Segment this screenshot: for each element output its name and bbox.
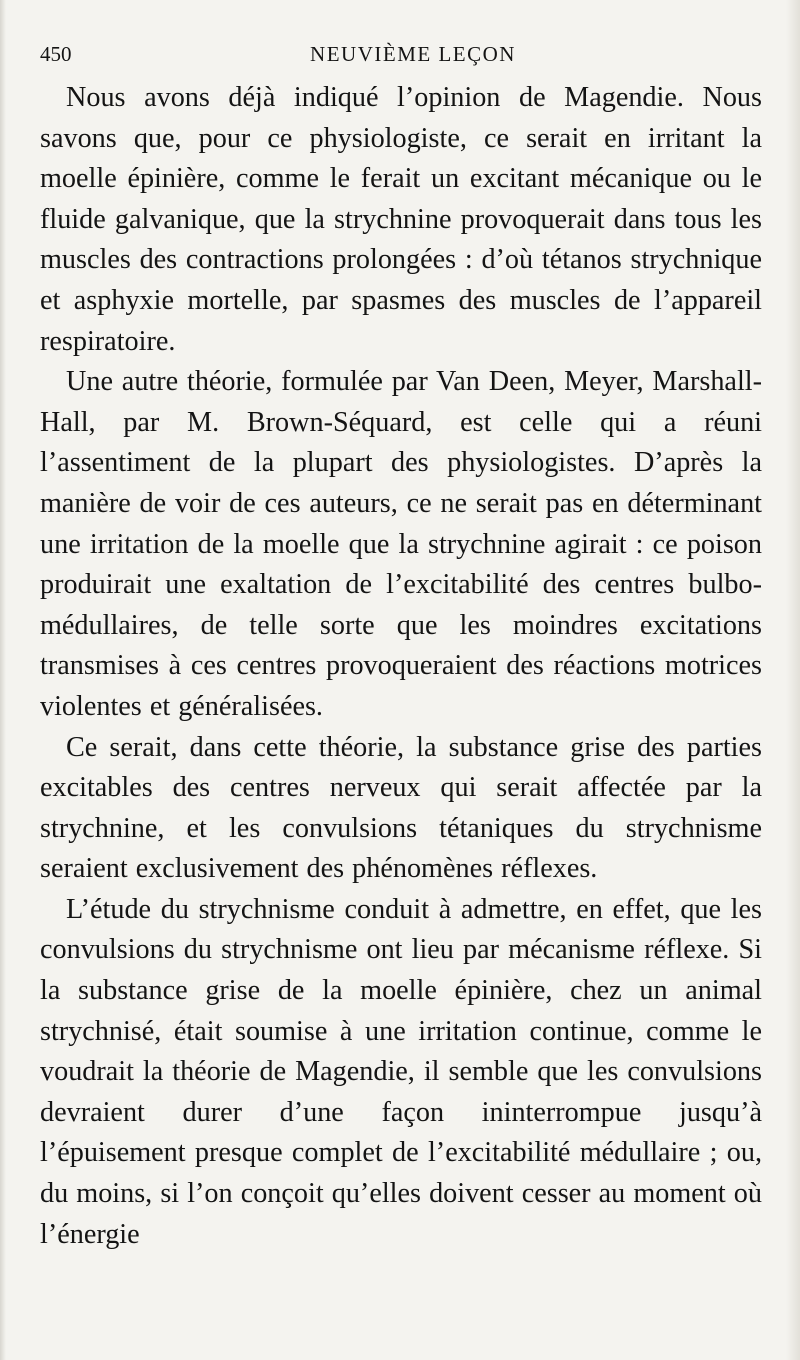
page-edge-shadow: [786, 0, 800, 1360]
page-gutter-shadow: [0, 0, 6, 1360]
running-head: [40, 38, 762, 78]
paragraph-grey-substance: Ce serait, dans cette théorie, la substance grise des parties excitables des centres nerveux qui serait affectée par la strychnine, et les convulsions tétaniques du strychnisme seraient exclusivement des phénomènes réflexes.: [40, 731, 762, 885]
paragraph-magendie-opinion: Nous avons déjà indiqué l’opinion de Magendie. Nous savons que, pour ce physiologiste, ce serait en irritant la moelle épinière, comme le ferait un excitant mécanique ou le fluide galvanique, que la strychnine provoquerait dans tous les muscles des contractions prolongées : d’où tétanos strychnique et asphyxie mortelle, par spasmes des muscles de l’appareil respiratoire.: [40, 82, 762, 357]
paragraph-reflex-mechanism: L’étude du strychnisme conduit à admettre, en effet, que les convulsions du strychnisme ont lieu par mécanisme réflexe. Si la substance grise de la moelle épinière, chez un animal strychnisé, était soumise à une irritation continue, comme le voudrait la théorie de Magendie, il semble que les convulsions devraient durer d’une façon ininterrompue jusqu’à l’épuisement presque complet de l’excitabilité médullaire ; ou, du moins, si l’on conçoit qu’elles doivent cesser au moment où l’énergie: [40, 893, 762, 1250]
running-title: NEUVIÈME LEÇON: [310, 42, 516, 66]
page-number: 450: [40, 42, 72, 66]
body-text: [40, 78, 762, 1255]
paragraph-other-theory: Une autre théorie, formulée par Van Deen, Meyer, Marshall-Hall, par M. Brown-Séquard, est celle qui a réuni l’assentiment de la plupart des physiologistes. D’après la manière de voir de ces auteurs, ce ne serait pas en déterminant une irritation de la moelle que la strychnine agirait : ce poison produirait une exaltation de l’excitabilité des centres bulbo-médullaires, de telle sorte que les moindres excitations transmises à ces centres provoqueraient des réactions motrices violentes et généralisées.: [40, 366, 762, 722]
